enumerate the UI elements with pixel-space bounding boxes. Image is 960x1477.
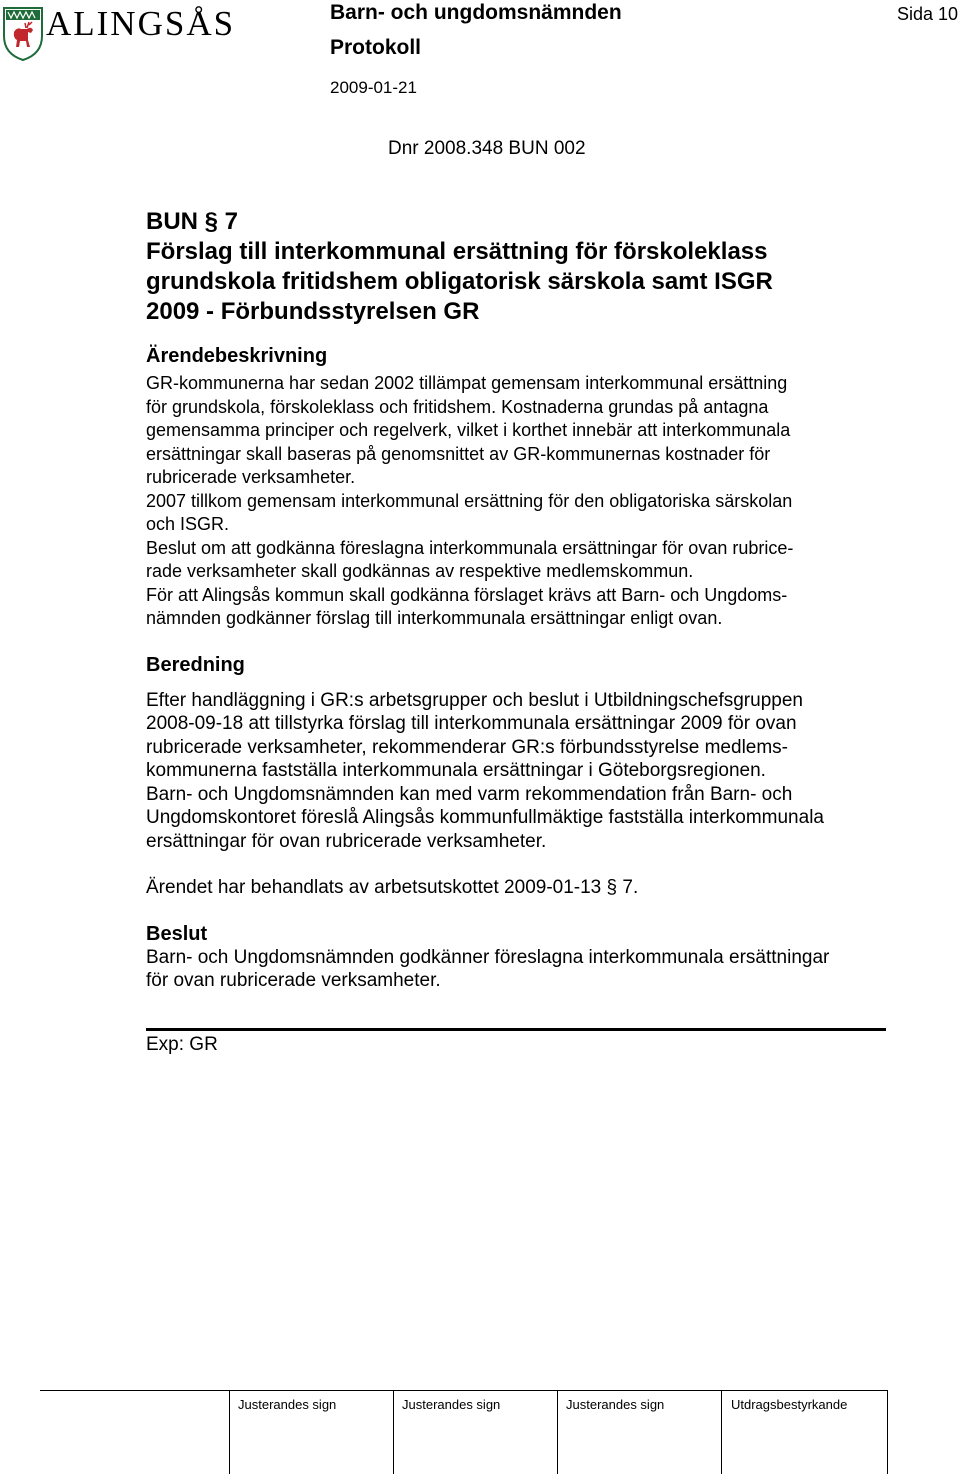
text-line: ersättningar för ovan rubricerade verksamheter. xyxy=(146,830,547,852)
footer-line xyxy=(40,1390,887,1391)
text-line: 2008-09-18 att tillstyrka förslag till interkommunala ersättningar 2009 för ovan xyxy=(146,713,797,734)
text-line: GR-kommunerna har sedan 2002 tillämpat gemensam interkommunal ersättning xyxy=(146,373,788,393)
dispatch-note: Exp: GR xyxy=(146,1034,218,1055)
section-heading-beslut: Beslut xyxy=(146,922,208,945)
coat-of-arms-icon xyxy=(2,6,44,62)
text-line: gemensamma principer och regelverk, vilket i korthet innebär att interkommunala xyxy=(146,420,791,440)
text-line: Beslut om att godkänna föreslagna interkommunala ersättningar för ovan rubrice- xyxy=(146,537,794,558)
text-line: Barn- och Ungdomsnämnden kan med varm rekommendation från Barn- och xyxy=(146,783,793,805)
document-type: Protokoll xyxy=(330,36,422,59)
signature-divider xyxy=(229,1390,230,1474)
text-line: 2007 tillkom gemensam interkommunal ersättning för den obligatoriska särskolan xyxy=(146,490,793,511)
signature-divider xyxy=(887,1390,888,1474)
text-line: Barn- och Ungdomsnämnden godkänner föreslagna interkommunala ersättningar xyxy=(146,946,830,968)
logo-wordmark: ALINGSÅS xyxy=(46,4,236,43)
title-line: 2009 - Förbundsstyrelsen GR xyxy=(146,298,480,325)
section-heading-arendebeskrivning: Ärendebeskrivning xyxy=(146,345,328,367)
title-line: grundskola fritidshem obligatorisk särskola samt ISGR xyxy=(146,268,773,295)
text-line: rade verksamheter skall godkännas av respektive medlemskommun. xyxy=(146,561,694,581)
text-line: nämnden godkänner förslag till interkommunala ersättningar enligt ovan. xyxy=(146,608,723,628)
title-line: BUN § 7 xyxy=(146,208,239,235)
signature-divider xyxy=(393,1390,394,1474)
text-line: Ungdomskontoret föreslå Alingsås kommunfullmäktige fastställa interkommunala xyxy=(146,807,824,828)
signature-divider xyxy=(557,1390,558,1474)
text-line: för ovan rubricerade verksamheter. xyxy=(146,970,441,991)
beslut-text xyxy=(146,946,886,993)
text-line: och ISGR. xyxy=(146,514,230,534)
signature-divider xyxy=(721,1390,722,1474)
text-line: rubricerade verksamheter. xyxy=(146,467,356,487)
certification-label: Utdragsbestyrkande xyxy=(731,1397,848,1412)
text-line: kommunerna fastställa interkommunala ersättningar i Göteborgsregionen. xyxy=(146,760,766,781)
document-body xyxy=(146,207,886,993)
text-line: för grundskola, förskoleklass och fritidshem. Kostnaderna grundas på antagna xyxy=(146,396,769,417)
page-number: Sida 10 xyxy=(897,4,959,24)
section-heading-beredning: Beredning xyxy=(146,653,245,676)
signature-label-2: Justerandes sign xyxy=(402,1397,501,1412)
working-committee-note: Ärendet har behandlats av arbetsutskottet 2009-01-13 § 7. xyxy=(146,877,639,898)
signature-label-3: Justerandes sign xyxy=(566,1397,665,1412)
text-line: rubricerade verksamheter, rekommenderar GR:s förbundsstyrelse medlems- xyxy=(146,736,789,758)
text-line: För att Alingsås kommun skall godkänna förslaget krävs att Barn- och Ungdoms- xyxy=(146,584,788,605)
text-line: Efter handläggning i GR:s arbetsgrupper och beslut i Utbildningschefsgruppen xyxy=(146,689,803,711)
text-line: ersättningar skall baseras på genomsnittet av GR-kommunernas kostnader för xyxy=(146,443,771,464)
section-divider xyxy=(146,1028,886,1031)
signature-label-1: Justerandes sign xyxy=(238,1397,337,1412)
meeting-date: 2009-01-21 xyxy=(330,78,417,97)
diary-number: Dnr 2008.348 BUN 002 xyxy=(388,138,586,159)
title-line: Förslag till interkommunal ersättning för förskoleklass xyxy=(146,238,768,265)
item-title xyxy=(146,207,886,327)
beredning-text xyxy=(146,689,886,854)
organization-name: Barn- och ungdomsnämnden xyxy=(330,1,622,24)
arende-text xyxy=(146,372,886,631)
